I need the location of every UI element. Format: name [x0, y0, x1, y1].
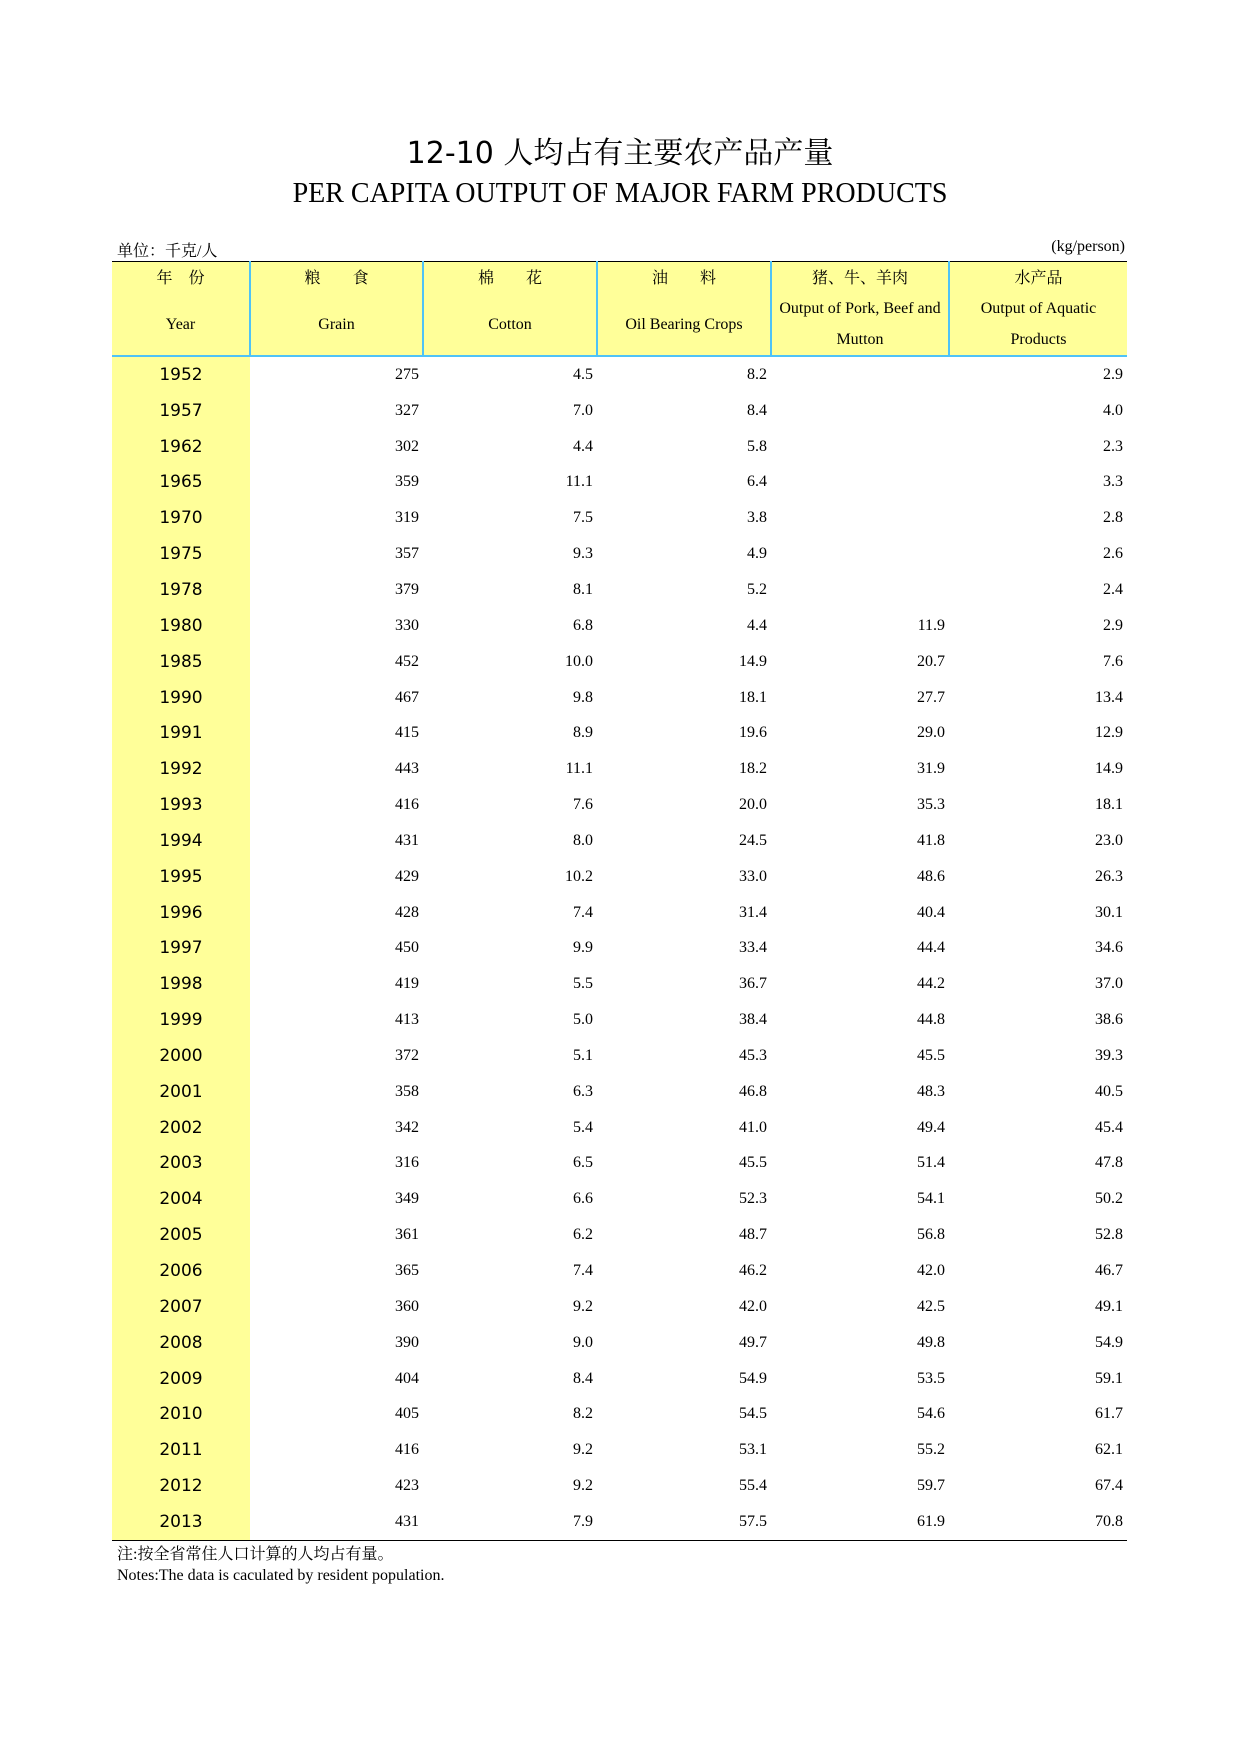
cell-aquatic: 47.8	[1095, 1154, 1123, 1172]
cell-grain: 327	[395, 401, 419, 419]
cell-cotton: 8.1	[573, 580, 593, 598]
cell-meat: 27.7	[917, 688, 945, 706]
table-row	[112, 572, 1127, 608]
cell-grain: 365	[395, 1262, 419, 1280]
table-row	[112, 1289, 1127, 1325]
table-row	[112, 895, 1127, 931]
cell-oil: 54.5	[739, 1405, 767, 1423]
cell-year: 2001	[112, 1074, 250, 1110]
cell-oil: 45.5	[739, 1154, 767, 1172]
cell-aquatic: 14.9	[1095, 760, 1123, 778]
cell-meat: 61.9	[771, 1504, 949, 1540]
cell-year: 1965	[112, 465, 250, 501]
unit-label-english: (kg/person)	[1051, 238, 1125, 255]
cell-oil: 41.0	[739, 1118, 767, 1136]
unit-label-chinese: 单位：千克/人	[117, 243, 218, 260]
header-aquatic-en: Output of Aquatic Products	[949, 293, 1127, 356]
table-row	[112, 1432, 1127, 1468]
table-row	[112, 1468, 1127, 1504]
cell-year: 1993	[112, 787, 250, 823]
cell-grain: 390	[395, 1333, 419, 1351]
cell-aquatic: 3.3	[1103, 473, 1123, 491]
cell-cotton: 11.1	[565, 760, 593, 778]
cell-grain: 404	[395, 1369, 419, 1387]
cell-aquatic: 2.8	[1103, 509, 1123, 527]
cell-meat	[771, 500, 949, 536]
cell-oil: 52.3	[739, 1190, 767, 1208]
cell-meat: 29.0	[917, 724, 945, 742]
table-row	[112, 1504, 1127, 1540]
cell-meat: 59.7	[917, 1477, 945, 1495]
header-year-cn: 年 份	[112, 262, 250, 294]
cell-oil: 54.9	[739, 1369, 767, 1387]
table-row	[112, 1396, 1127, 1432]
cell-aquatic: 4.0	[1103, 401, 1123, 419]
cell-grain: 467	[395, 688, 419, 706]
cell-grain: 379	[395, 580, 419, 598]
cell-meat: 48.3	[917, 1082, 945, 1100]
cell-meat: 49.4	[917, 1118, 945, 1136]
cell-grain: 316	[395, 1154, 419, 1172]
cell-meat	[771, 393, 949, 429]
cell-meat	[771, 429, 949, 465]
table-row	[112, 429, 1127, 465]
cell-aquatic: 2.3	[1103, 437, 1123, 455]
cell-year: 2009	[112, 1361, 250, 1397]
cell-meat: 40.4	[917, 903, 945, 921]
cell-year: 2012	[112, 1468, 250, 1504]
cell-grain: 413	[395, 1011, 419, 1029]
cell-cotton: 5.5	[573, 975, 593, 993]
header-grain-en: Grain	[250, 293, 423, 356]
cell-aquatic: 7.6	[1103, 652, 1123, 670]
cell-grain: 275	[395, 365, 419, 383]
cell-grain: 358	[395, 1082, 419, 1100]
page-title-chinese: 12-10 人均占有主要农产品产量	[406, 136, 834, 171]
cell-aquatic: 26.3	[1095, 867, 1123, 885]
cell-oil: 46.2	[739, 1262, 767, 1280]
table-row	[112, 356, 1127, 393]
cell-grain: 431	[250, 1504, 423, 1540]
cell-meat: 42.0	[917, 1262, 945, 1280]
note-english: Notes:The data is caculated by resident population.	[117, 1567, 445, 1584]
cell-grain: 431	[395, 831, 419, 849]
cell-aquatic: 12.9	[1095, 724, 1123, 742]
cell-grain: 423	[395, 1477, 419, 1495]
cell-cotton: 7.6	[573, 796, 593, 814]
cell-grain: 452	[395, 652, 419, 670]
header-oil-en: Oil Bearing Crops	[597, 293, 771, 356]
header-grain-cn: 粮 食	[250, 262, 423, 294]
cell-aquatic: 23.0	[1095, 831, 1123, 849]
table-row	[112, 500, 1127, 536]
header-cotton-cn: 棉 花	[423, 262, 597, 294]
cell-cotton: 7.5	[573, 509, 593, 527]
cell-oil: 36.7	[739, 975, 767, 993]
cell-grain: 428	[395, 903, 419, 921]
cell-aquatic: 30.1	[1095, 903, 1123, 921]
cell-oil: 55.4	[739, 1477, 767, 1495]
cell-oil: 48.7	[739, 1226, 767, 1244]
table-row	[112, 787, 1127, 823]
table-header	[112, 262, 1127, 357]
cell-oil: 18.1	[739, 688, 767, 706]
table-row	[112, 1074, 1127, 1110]
cell-year: 1990	[112, 680, 250, 716]
cell-year: 2007	[112, 1289, 250, 1325]
cell-aquatic: 67.4	[1095, 1477, 1123, 1495]
cell-oil: 53.1	[739, 1441, 767, 1459]
cell-grain: 357	[395, 545, 419, 563]
cell-year: 1996	[112, 895, 250, 931]
cell-year: 1999	[112, 1002, 250, 1038]
table-row	[112, 1217, 1127, 1253]
cell-meat	[771, 572, 949, 608]
cell-meat: 35.3	[917, 796, 945, 814]
cell-oil: 38.4	[739, 1011, 767, 1029]
cell-cotton: 8.4	[573, 1369, 593, 1387]
cell-meat: 42.5	[917, 1297, 945, 1315]
cell-aquatic: 62.1	[1095, 1441, 1123, 1459]
header-meat-en: Output of Pork, Beef and Mutton	[771, 293, 949, 356]
cell-oil: 33.0	[739, 867, 767, 885]
cell-grain: 443	[395, 760, 419, 778]
cell-year: 1998	[112, 966, 250, 1002]
cell-year: 2002	[112, 1110, 250, 1146]
cell-year: 2006	[112, 1253, 250, 1289]
cell-cotton: 9.9	[573, 939, 593, 957]
table-row	[112, 1253, 1127, 1289]
cell-oil: 19.6	[739, 724, 767, 742]
cell-year: 1991	[112, 715, 250, 751]
cell-year: 2011	[112, 1432, 250, 1468]
cell-year: 1975	[112, 536, 250, 572]
cell-oil: 6.4	[747, 473, 767, 491]
cell-grain: 416	[395, 1441, 419, 1459]
cell-grain: 429	[395, 867, 419, 885]
cell-cotton: 9.0	[573, 1333, 593, 1351]
cell-oil: 33.4	[739, 939, 767, 957]
table-row	[112, 644, 1127, 680]
cell-oil: 42.0	[739, 1297, 767, 1315]
cell-cotton: 8.2	[573, 1405, 593, 1423]
cell-oil: 14.9	[739, 652, 767, 670]
cell-cotton: 9.3	[573, 545, 593, 563]
cell-meat: 44.2	[917, 975, 945, 993]
cell-grain: 330	[395, 616, 419, 634]
cell-year: 2013	[112, 1504, 250, 1540]
cell-meat: 54.6	[917, 1405, 945, 1423]
cell-aquatic: 2.4	[1103, 580, 1123, 598]
cell-meat: 31.9	[917, 760, 945, 778]
cell-grain: 419	[395, 975, 419, 993]
cell-aquatic: 59.1	[1095, 1369, 1123, 1387]
cell-oil: 5.2	[747, 580, 767, 598]
cell-aquatic: 45.4	[1095, 1118, 1123, 1136]
cell-cotton: 9.2	[573, 1297, 593, 1315]
cell-aquatic: 70.8	[949, 1504, 1127, 1540]
cell-year: 1980	[112, 608, 250, 644]
table-row	[112, 465, 1127, 501]
cell-meat	[771, 356, 949, 393]
cell-aquatic: 39.3	[1095, 1046, 1123, 1064]
cell-aquatic: 38.6	[1095, 1011, 1123, 1029]
cell-oil: 31.4	[739, 903, 767, 921]
cell-grain: 342	[395, 1118, 419, 1136]
cell-oil: 45.3	[739, 1046, 767, 1064]
cell-year: 1978	[112, 572, 250, 608]
cell-cotton: 9.8	[573, 688, 593, 706]
cell-cotton: 8.9	[573, 724, 593, 742]
table-row	[112, 1110, 1127, 1146]
cell-aquatic: 37.0	[1095, 975, 1123, 993]
cell-year: 1997	[112, 931, 250, 967]
cell-oil: 24.5	[739, 831, 767, 849]
cell-meat: 41.8	[917, 831, 945, 849]
cell-grain: 416	[395, 796, 419, 814]
cell-cotton: 6.8	[573, 616, 593, 634]
header-meat-cn: 猪、牛、羊肉	[771, 262, 949, 294]
cell-aquatic: 40.5	[1095, 1082, 1123, 1100]
cell-meat: 55.2	[917, 1441, 945, 1459]
cell-cotton: 7.4	[573, 1262, 593, 1280]
table-body	[112, 356, 1127, 1540]
farm-products-table	[112, 261, 1127, 1541]
header-aquatic-cn: 水产品	[949, 262, 1127, 294]
cell-cotton: 7.4	[573, 903, 593, 921]
cell-year: 2005	[112, 1217, 250, 1253]
table-row	[112, 823, 1127, 859]
note-chinese: 注:按全省常住人口计算的人均占有量。	[117, 1546, 394, 1563]
cell-oil: 4.9	[747, 545, 767, 563]
table-row	[112, 751, 1127, 787]
cell-cotton: 11.1	[565, 473, 593, 491]
cell-year: 1952	[112, 356, 250, 393]
table-row	[112, 1002, 1127, 1038]
table-row	[112, 1146, 1127, 1182]
table-row	[112, 1325, 1127, 1361]
cell-oil: 46.8	[739, 1082, 767, 1100]
cell-meat: 53.5	[917, 1369, 945, 1387]
table-row	[112, 536, 1127, 572]
cell-aquatic: 18.1	[1095, 796, 1123, 814]
page-title-english: PER CAPITA OUTPUT OF MAJOR FARM PRODUCTS	[292, 178, 948, 209]
table-row	[112, 715, 1127, 751]
table-row	[112, 680, 1127, 716]
cell-year: 1995	[112, 859, 250, 895]
cell-meat: 44.4	[917, 939, 945, 957]
cell-year: 2010	[112, 1396, 250, 1432]
cell-meat: 49.8	[917, 1333, 945, 1351]
cell-cotton: 9.2	[573, 1477, 593, 1495]
header-oil-cn: 油 料	[597, 262, 771, 294]
cell-aquatic: 2.9	[1103, 616, 1123, 634]
cell-meat: 44.8	[917, 1011, 945, 1029]
cell-oil: 49.7	[739, 1333, 767, 1351]
cell-aquatic: 2.6	[1103, 545, 1123, 563]
cell-oil: 3.8	[747, 509, 767, 527]
table-row	[112, 1181, 1127, 1217]
cell-year: 1985	[112, 644, 250, 680]
cell-cotton: 5.0	[573, 1011, 593, 1029]
cell-year: 1994	[112, 823, 250, 859]
cell-grain: 319	[395, 509, 419, 527]
cell-cotton: 5.1	[573, 1046, 593, 1064]
cell-year: 2000	[112, 1038, 250, 1074]
cell-oil: 57.5	[597, 1504, 771, 1540]
header-cotton-en: Cotton	[423, 293, 597, 356]
table-row	[112, 931, 1127, 967]
cell-aquatic: 61.7	[1095, 1405, 1123, 1423]
cell-oil: 8.2	[747, 365, 767, 383]
cell-aquatic: 49.1	[1095, 1297, 1123, 1315]
table-row	[112, 859, 1127, 895]
header-year-en: Year	[112, 293, 250, 356]
cell-year: 2003	[112, 1146, 250, 1182]
cell-cotton: 5.4	[573, 1118, 593, 1136]
cell-grain: 372	[395, 1046, 419, 1064]
cell-year: 2008	[112, 1325, 250, 1361]
cell-aquatic: 13.4	[1095, 688, 1123, 706]
cell-oil: 20.0	[739, 796, 767, 814]
cell-cotton: 7.0	[573, 401, 593, 419]
cell-grain: 450	[395, 939, 419, 957]
cell-cotton: 10.2	[565, 867, 593, 885]
cell-cotton: 6.5	[573, 1154, 593, 1172]
cell-aquatic: 46.7	[1095, 1262, 1123, 1280]
cell-cotton: 4.5	[573, 365, 593, 383]
cell-cotton: 10.0	[565, 652, 593, 670]
cell-oil: 4.4	[747, 616, 767, 634]
cell-meat	[771, 536, 949, 572]
cell-meat: 54.1	[917, 1190, 945, 1208]
cell-meat	[771, 465, 949, 501]
cell-aquatic: 54.9	[1095, 1333, 1123, 1351]
table-row	[112, 966, 1127, 1002]
cell-grain: 405	[395, 1405, 419, 1423]
cell-oil: 18.2	[739, 760, 767, 778]
cell-meat: 11.9	[917, 616, 945, 634]
cell-meat: 48.6	[917, 867, 945, 885]
cell-grain: 359	[395, 473, 419, 491]
cell-year: 2004	[112, 1181, 250, 1217]
cell-meat: 56.8	[917, 1226, 945, 1244]
cell-cotton: 7.9	[423, 1504, 597, 1540]
cell-grain: 361	[395, 1226, 419, 1244]
cell-grain: 302	[395, 437, 419, 455]
cell-aquatic: 2.9	[1103, 365, 1123, 383]
cell-cotton: 8.0	[573, 831, 593, 849]
cell-aquatic: 50.2	[1095, 1190, 1123, 1208]
cell-year: 1962	[112, 429, 250, 465]
table-row	[112, 608, 1127, 644]
cell-cotton: 9.2	[573, 1441, 593, 1459]
table-row	[112, 1038, 1127, 1074]
cell-meat: 51.4	[917, 1154, 945, 1172]
cell-cotton: 6.6	[573, 1190, 593, 1208]
cell-year: 1957	[112, 393, 250, 429]
cell-grain: 349	[395, 1190, 419, 1208]
cell-aquatic: 52.8	[1095, 1226, 1123, 1244]
cell-year: 1970	[112, 500, 250, 536]
cell-cotton: 6.2	[573, 1226, 593, 1244]
cell-cotton: 6.3	[573, 1082, 593, 1100]
cell-oil: 5.8	[747, 437, 767, 455]
cell-grain: 415	[395, 724, 419, 742]
cell-cotton: 4.4	[573, 437, 593, 455]
cell-aquatic: 34.6	[1095, 939, 1123, 957]
cell-oil: 8.4	[747, 401, 767, 419]
cell-grain: 360	[395, 1297, 419, 1315]
cell-meat: 45.5	[917, 1046, 945, 1064]
cell-year: 1992	[112, 751, 250, 787]
cell-meat: 20.7	[917, 652, 945, 670]
table-row	[112, 393, 1127, 429]
table-row	[112, 1361, 1127, 1397]
